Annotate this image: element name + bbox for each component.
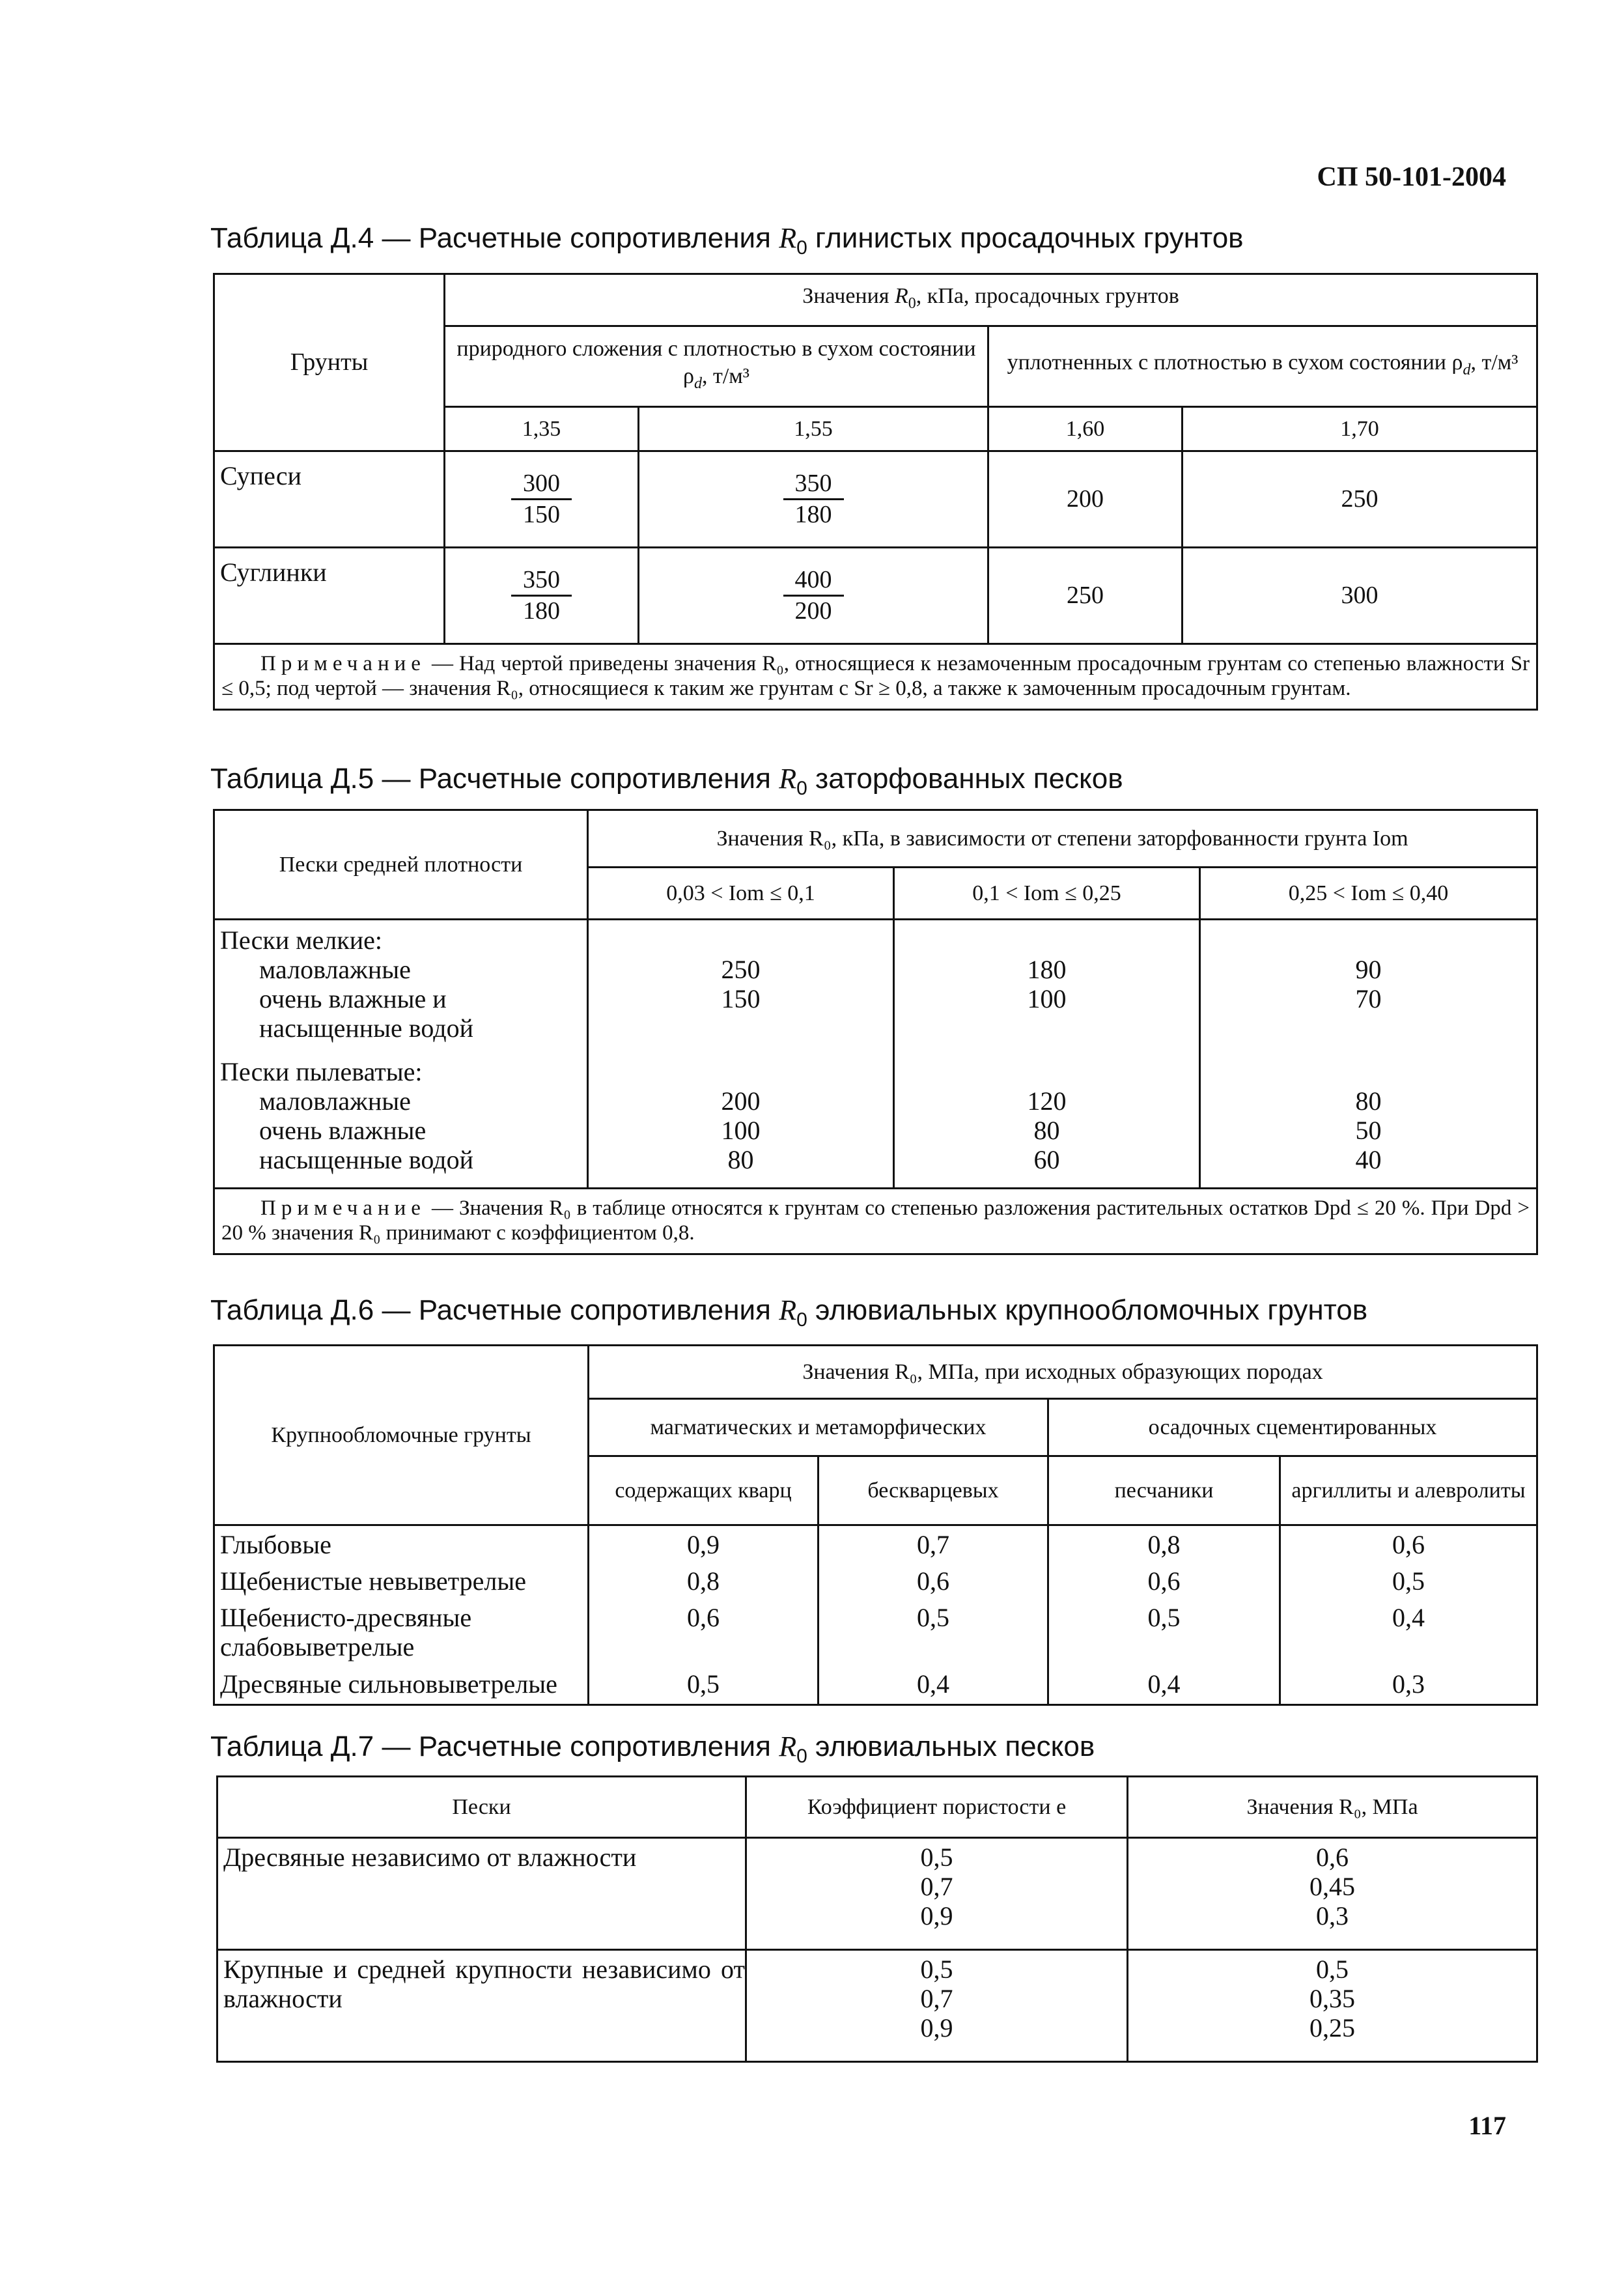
- table-d6-value: 0,4: [917, 1669, 949, 1699]
- table-d5-silty-name: маловлажные: [259, 1086, 411, 1116]
- table-d5-value: 150: [721, 984, 761, 1013]
- table-d7-r-cell: [1128, 1838, 1537, 1950]
- table-d5-note-text: — Значения R₀ в таблице относятся к грунтам со степенью разложения растительных остатков Dpd ≤ 20 %. При Dpd > 20 % значения R₀ принимают с коэффициентом 0,8.: [221, 1196, 1530, 1245]
- table-d4-soil: Суглинки: [214, 548, 445, 644]
- table-d4-col-soil: Грунты: [214, 274, 445, 451]
- table-d6-soil: Щебенистые невыветрелые: [220, 1566, 526, 1596]
- table-d4-group-a: Значения: [802, 284, 889, 309]
- table-d5-fine-name: маловлажные: [259, 955, 411, 984]
- table-d6-subheader: содержащих кварц: [589, 1456, 819, 1525]
- table-d4-note: [214, 644, 1537, 710]
- fraction: [783, 565, 844, 626]
- table-d6-soil: Глыбовые: [220, 1530, 331, 1559]
- fraction: [511, 469, 572, 530]
- table-d7-value: 0,6: [1316, 1843, 1349, 1872]
- table-d5-value: 120: [1027, 1086, 1067, 1116]
- table-d4-compacted-sub: d: [1463, 361, 1471, 378]
- table-d7-sand: Дресвяные независимо от влажности: [217, 1838, 746, 1950]
- table-d5-col3: [1200, 920, 1537, 1189]
- table-d7-value: 0,7: [920, 1872, 953, 1901]
- table-d6: [213, 1344, 1538, 1706]
- fraction: [783, 469, 844, 530]
- table-d5-value: 80: [1033, 1116, 1060, 1145]
- table-d5-value: 80: [727, 1145, 754, 1174]
- table-d7-value: 0,5: [920, 1843, 953, 1872]
- table-d4-title-sub: 0: [796, 236, 807, 259]
- table-d5-value: 70: [1355, 984, 1382, 1013]
- table-d7-title-sub: 0: [796, 1745, 807, 1767]
- table-d5-fine-cell: [214, 920, 588, 1189]
- table-d4-density: 1,35: [445, 407, 639, 451]
- table-d7-title: [210, 1730, 1095, 1768]
- table-d7-value: 0,3: [1316, 1901, 1349, 1930]
- table-d4-soil: Супеси: [214, 451, 445, 548]
- table-d4-natural-header: [445, 326, 988, 407]
- table-d6-value: 0,6: [917, 1566, 949, 1596]
- table-d6-title-sub: 0: [796, 1308, 807, 1331]
- table-d6-value: 0,6: [1392, 1530, 1425, 1559]
- table-d4-cell: 250: [1183, 451, 1537, 548]
- table-d6-value: 0,8: [687, 1566, 720, 1596]
- table-d6-subheader: песчаники: [1048, 1456, 1280, 1525]
- table-d5-group-header: Значения R₀, кПа, в зависимости от степени заторфованности грунта Iom: [588, 810, 1537, 868]
- table-d4-natural-sub: d: [693, 375, 702, 392]
- table-d4-group-r: R: [894, 284, 908, 309]
- table-d6-value: 0,8: [1147, 1530, 1181, 1559]
- table-d4-note-text: — Над чертой приведены значения R₀, относящиеся к незамоченным просадочным грунтам со степенью влажности Sr ≤ 0,5; под чертой — значения R₀, относящиеся к таким же грунтам с Sr ≥ 0,8, а также к замоченным просадочным грунтам.: [221, 652, 1530, 700]
- table-d5-value: 180: [1027, 955, 1067, 984]
- table-row: [217, 1950, 1537, 2062]
- table-d6-group-header: Значения R₀, МПа, при исходных образующих породах: [589, 1346, 1537, 1399]
- fraction-bottom: 180: [794, 501, 832, 528]
- table-d6-col3: [1048, 1525, 1280, 1705]
- table-d7-value: 0,5: [1316, 1955, 1349, 1984]
- table-d6-magmatic-header: магматических и метаморфических: [589, 1399, 1048, 1456]
- table-d7-title-prefix: Таблица Д.7 — Расчетные сопротивления: [210, 1731, 771, 1762]
- table-d6-value: 0,5: [917, 1603, 949, 1632]
- table-row: [214, 548, 1537, 644]
- table-d4-cell: 250: [988, 548, 1183, 644]
- page-number: 117: [1468, 2111, 1506, 2140]
- table-d4-density: 1,70: [1183, 407, 1537, 451]
- table-d5-note: [214, 1189, 1537, 1254]
- table-d7-value: 0,25: [1309, 2013, 1355, 2043]
- table-d5-col-sand: Пески средней плотности: [214, 810, 588, 920]
- table-d5-title: [210, 762, 1123, 800]
- table-d5-col1: [588, 920, 894, 1189]
- table-d4: [213, 273, 1538, 711]
- table-d6-subheader: аргиллиты и алевролиты: [1280, 1456, 1537, 1525]
- table-d4-compacted-b: , т/м³: [1470, 350, 1519, 375]
- table-d6-col4: [1280, 1525, 1537, 1705]
- table-d6-title-suffix: элювиальных крупнообломочных грунтов: [815, 1294, 1368, 1326]
- table-d7-sand: Крупные и средней крупности независимо от влажности: [217, 1950, 746, 2062]
- table-d6-soil-cell: [214, 1525, 589, 1705]
- table-d4-group-sub: 0: [908, 294, 916, 312]
- table-d6-value: 0,5: [687, 1669, 720, 1699]
- table-d6-value: 0,7: [917, 1530, 949, 1559]
- document-code: СП 50-101-2004: [1317, 162, 1506, 192]
- table-d6-value: 0,3: [1392, 1669, 1425, 1699]
- table-d5-col2: [894, 920, 1200, 1189]
- table-d4-group-b: , кПа, просадочных грунтов: [916, 284, 1179, 309]
- table-d5-value: 80: [1355, 1086, 1382, 1116]
- fraction-top: 350: [511, 565, 572, 597]
- fraction-top: 350: [783, 469, 844, 500]
- table-d5-silty-name: очень влажные: [259, 1116, 427, 1145]
- table-d5-note-label: Примечание: [260, 1196, 426, 1220]
- table-d5-value: 40: [1355, 1145, 1382, 1174]
- table-d6-value: 0,5: [1147, 1603, 1181, 1632]
- table-d4-note-label: Примечание: [260, 652, 426, 675]
- table-d7-col-e: Коэффициент пористости e: [746, 1777, 1128, 1838]
- table-d7: [216, 1775, 1538, 2063]
- table-d4-title-prefix: Таблица Д.4 — Расчетные сопротивления: [210, 222, 771, 254]
- table-d7-title-suffix: элювиальных песков: [815, 1731, 1095, 1762]
- table-d5-value: 90: [1355, 955, 1382, 984]
- table-d5-value: 100: [1027, 984, 1067, 1013]
- table-d7-value: 0,7: [920, 1984, 953, 2013]
- table-d5-value: 200: [721, 1086, 761, 1116]
- table-d7-value: 0,35: [1309, 1984, 1355, 2013]
- table-d4-title-suffix: глинистых просадочных грунтов: [815, 222, 1244, 254]
- table-d4-density: 1,60: [988, 407, 1183, 451]
- table-d6-value: 0,9: [687, 1530, 720, 1559]
- table-d6-value: 0,4: [1147, 1669, 1181, 1699]
- table-d5-fine-header: Пески мелкие:: [220, 926, 382, 955]
- table-d7-title-r: R: [779, 1731, 797, 1762]
- table-d4-compacted-header: [988, 326, 1537, 407]
- table-d7-col-r: Значения R₀, МПа: [1128, 1777, 1537, 1838]
- table-d7-e-cell: [746, 1838, 1128, 1950]
- table-row: [214, 451, 1537, 548]
- fraction: [511, 565, 572, 626]
- table-d5-fine-name: очень влажные и насыщенные водой: [259, 984, 474, 1043]
- table-d7-value: 0,9: [920, 1901, 953, 1930]
- table-d7-value: 0,5: [920, 1955, 953, 1984]
- table-d6-title-r: R: [779, 1294, 797, 1326]
- table-d6-col-soil: Крупнообломочные грунты: [214, 1346, 589, 1525]
- table-d4-natural-b: , т/м³: [701, 364, 749, 389]
- table-d6-title: [210, 1293, 1367, 1331]
- table-d7-col-sand: Пески: [217, 1777, 746, 1838]
- table-d4-density: 1,55: [639, 407, 988, 451]
- fraction-bottom: 180: [523, 597, 560, 625]
- table-d5-range: 0,1 < Iom ≤ 0,25: [894, 868, 1200, 920]
- table-row: [214, 920, 1537, 1189]
- table-d6-subheader: бескварцевых: [819, 1456, 1048, 1525]
- table-d6-col1: [589, 1525, 819, 1705]
- table-d6-value: 0,6: [687, 1603, 720, 1632]
- table-d7-r-cell: [1128, 1950, 1537, 2062]
- table-d7-value: 0,9: [920, 2013, 953, 2043]
- table-d5-range: 0,25 < Iom ≤ 0,40: [1200, 868, 1537, 920]
- table-d5-silty-name: насыщенные водой: [259, 1145, 474, 1174]
- fraction-bottom: 200: [794, 597, 832, 625]
- table-d4-title-r: R: [779, 222, 797, 254]
- table-d6-value: 0,6: [1147, 1566, 1181, 1596]
- table-d5-silty-header: Пески пылеватые:: [220, 1057, 423, 1086]
- table-d4-natural-a: природного сложения с плотностью в сухом состоянии ρ: [456, 337, 976, 389]
- table-d4-compacted-a: уплотненных с плотностью в сухом состоянии ρ: [1007, 350, 1463, 375]
- table-d5-value: 100: [721, 1116, 761, 1145]
- table-d5-value: 50: [1355, 1116, 1382, 1145]
- table-d5-title-sub: 0: [796, 777, 807, 799]
- table-d6-soil: Дресвяные сильновыветрелые: [220, 1669, 557, 1699]
- table-d5-title-r: R: [779, 763, 797, 795]
- table-d5-value: 60: [1033, 1145, 1060, 1174]
- table-d7-e-cell: [746, 1950, 1128, 2062]
- table-d7-value: 0,45: [1309, 1872, 1355, 1901]
- table-d5-range: 0,03 < Iom ≤ 0,1: [588, 868, 894, 920]
- table-d4-group-header: [445, 274, 1537, 326]
- fraction-bottom: 150: [523, 501, 560, 528]
- table-d6-col2: [819, 1525, 1048, 1705]
- table-d6-soil: Щебенисто-дресвяные слабовыветрелые: [220, 1603, 472, 1661]
- table-d5: [213, 809, 1538, 1255]
- table-d6-value: 0,5: [1392, 1566, 1425, 1596]
- table-d6-value: 0,4: [1392, 1603, 1425, 1632]
- table-d5-value: 250: [721, 955, 761, 984]
- fraction-top: 400: [783, 565, 844, 597]
- table-row: [217, 1838, 1537, 1950]
- table-d4-cell: 200: [988, 451, 1183, 548]
- table-d6-sedimentary-header: осадочных сцементированных: [1048, 1399, 1537, 1456]
- table-d4-title: [210, 221, 1244, 259]
- table-d5-title-prefix: Таблица Д.5 — Расчетные сопротивления: [210, 763, 771, 795]
- table-d6-title-prefix: Таблица Д.6 — Расчетные сопротивления: [210, 1294, 771, 1326]
- table-d5-title-suffix: заторфованных песков: [815, 763, 1123, 795]
- fraction-top: 300: [511, 469, 572, 500]
- table-d4-cell: 300: [1183, 548, 1537, 644]
- table-row: [214, 1525, 1537, 1705]
